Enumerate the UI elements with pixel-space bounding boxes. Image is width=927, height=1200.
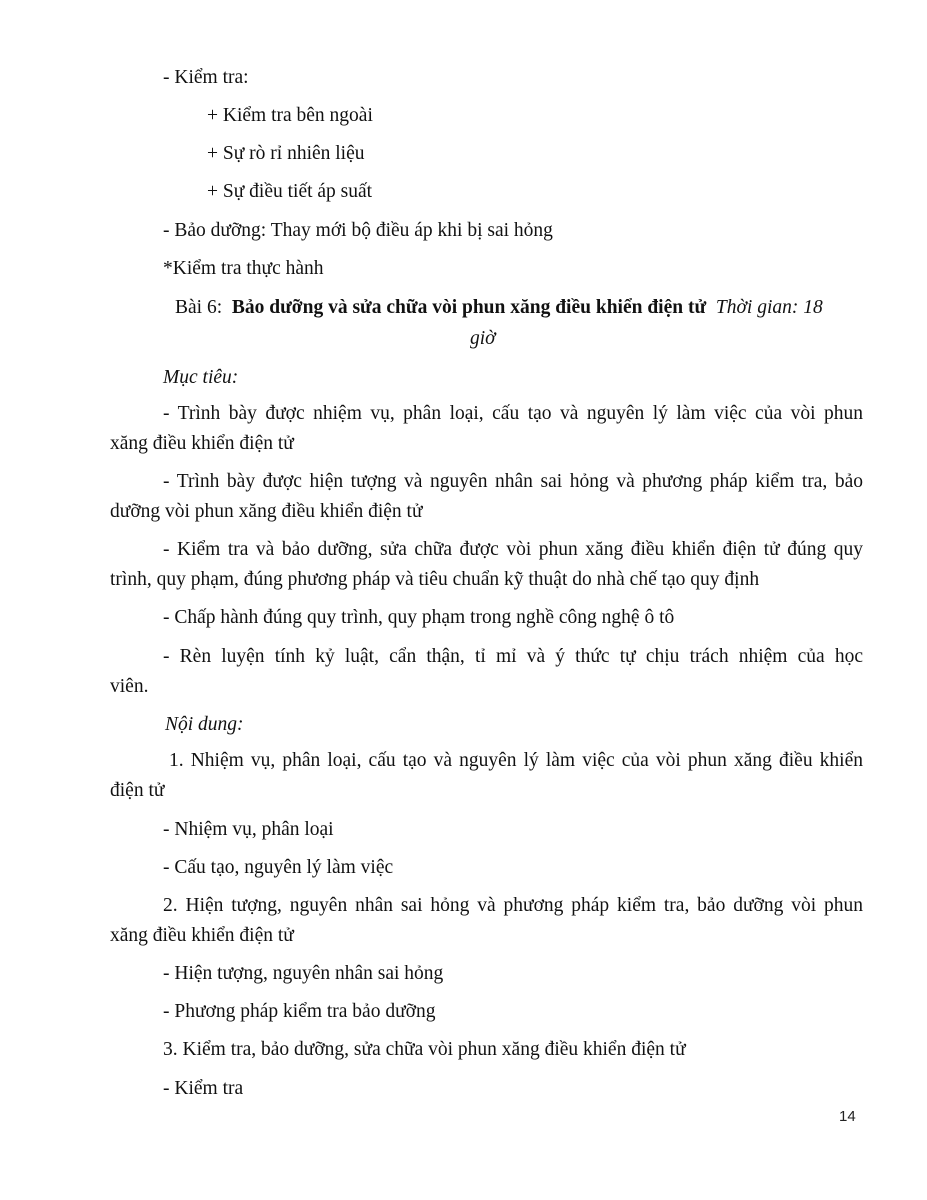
content-item: - Kiểm tra bbox=[163, 1078, 244, 1099]
content-item: - Phương pháp kiểm tra bảo dưỡng bbox=[163, 1001, 436, 1022]
content-item: - Cấu tạo, nguyên lý làm việc bbox=[163, 857, 394, 878]
content-heading: Nội dung: bbox=[165, 714, 244, 735]
page-number: 14 bbox=[839, 1108, 856, 1125]
content-item: - Hiện tượng, nguyên nhân sai hỏng bbox=[163, 963, 444, 984]
content-part-title-cont: điện tử bbox=[110, 780, 165, 801]
maintenance-line: - Bảo dưỡng: Thay mới bộ điều áp khi bị sai hỏng bbox=[163, 220, 553, 241]
objective-item-cont: xăng điều khiển điện tử bbox=[110, 433, 294, 454]
check-item: + Sự rò rỉ nhiên liệu bbox=[207, 143, 365, 164]
check-item: + Sự điều tiết áp suất bbox=[207, 181, 373, 202]
objective-item: - Kiểm tra và bảo dưỡng, sửa chữa được vòi phun xăng điều khiển điện tử đúng quy bbox=[163, 539, 863, 560]
lesson-label: Bài 6: bbox=[175, 297, 223, 318]
objective-item: - Chấp hành đúng quy trình, quy phạm trong nghề công nghệ ô tô bbox=[163, 607, 675, 628]
lesson-title-line bbox=[175, 296, 823, 320]
check-item: + Kiểm tra bên ngoài bbox=[207, 105, 373, 126]
check-heading: - Kiểm tra: bbox=[163, 67, 249, 88]
content-part-title-cont: xăng điều khiển điện tử bbox=[110, 925, 294, 946]
objective-item-cont: dưỡng vòi phun xăng điều khiển điện tử bbox=[110, 501, 423, 522]
objectives-heading: Mục tiêu: bbox=[163, 367, 239, 388]
objective-item-cont: trình, quy phạm, đúng phương pháp và tiêu chuẩn kỹ thuật do nhà chế tạo quy định bbox=[110, 569, 760, 590]
lesson-title: Bảo dưỡng và sửa chữa vòi phun xăng điều khiển điện tử bbox=[231, 297, 707, 318]
lesson-time-unit: giờ bbox=[470, 328, 496, 349]
lesson-time-label: Thời gian: 18 bbox=[715, 297, 823, 318]
objective-item: - Trình bày được nhiệm vụ, phân loại, cấu tạo và nguyên lý làm việc của vòi phun bbox=[163, 403, 863, 424]
content-part-title: 3. Kiểm tra, bảo dưỡng, sửa chữa vòi phun xăng điều khiển điện tử bbox=[163, 1039, 686, 1060]
objective-item: - Trình bày được hiện tượng và nguyên nhân sai hỏng và phương pháp kiểm tra, bảo bbox=[163, 471, 863, 492]
practice-line: *Kiểm tra thực hành bbox=[163, 258, 324, 279]
objective-item: - Rèn luyện tính kỷ luật, cẩn thận, tỉ mỉ và ý thức tự chịu trách nhiệm của học bbox=[163, 646, 863, 667]
objective-item-cont: viên. bbox=[110, 676, 149, 697]
content-item: - Nhiệm vụ, phân loại bbox=[163, 819, 334, 840]
content-part-title: 1. Nhiệm vụ, phân loại, cấu tạo và nguyên lý làm việc của vòi phun xăng điều khiển bbox=[169, 750, 863, 771]
content-part-title: 2. Hiện tượng, nguyên nhân sai hỏng và phương pháp kiểm tra, bảo dưỡng vòi phun bbox=[163, 895, 863, 916]
